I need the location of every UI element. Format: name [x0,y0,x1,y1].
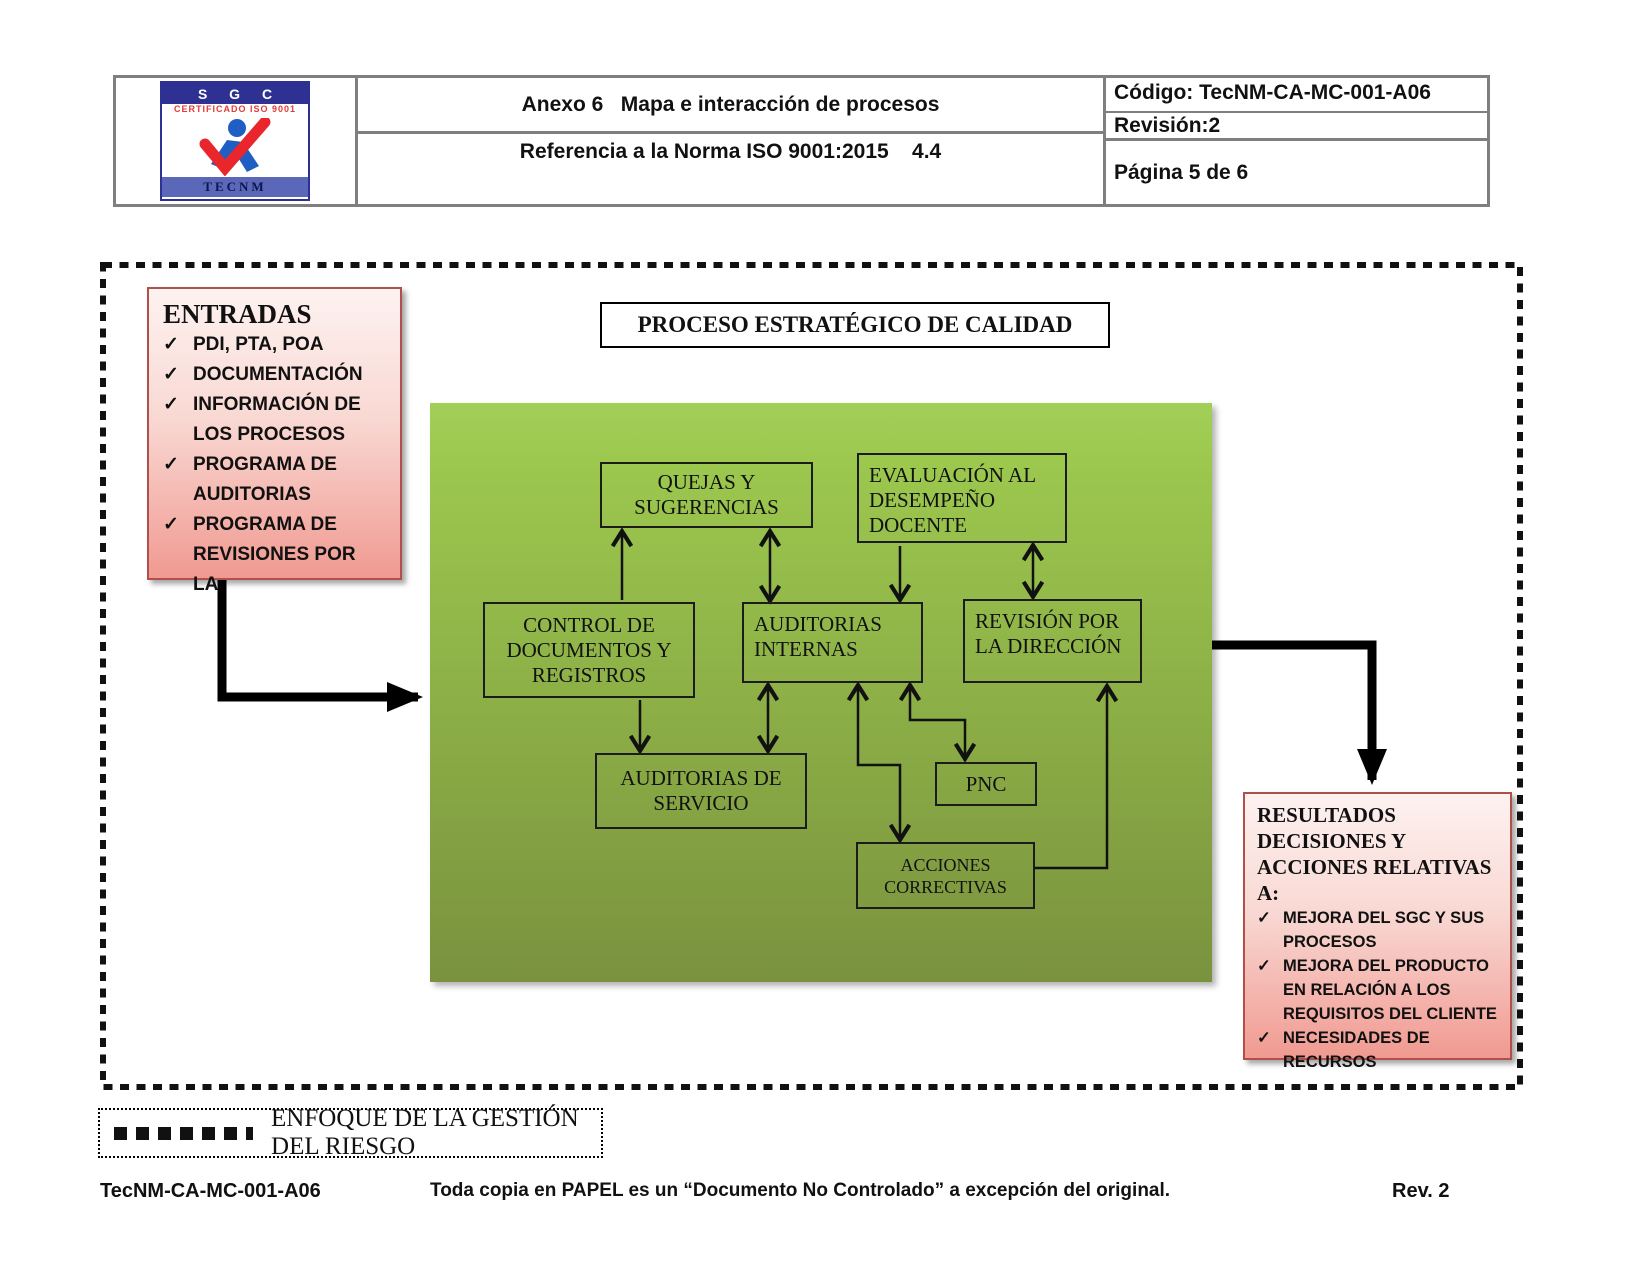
process-box-auditorias-internas: AUDITORIAS INTERNAS [742,602,923,683]
process-box-revision-direccion: REVISIÓN POR LA DIRECCIÓN [963,599,1142,683]
check-icon: ✓ [163,364,179,385]
entradas-item-label: INFORMACIÓN DE LOS PROCESOS [193,394,361,445]
dashed-line-sample-icon [114,1127,253,1140]
check-icon: ✓ [163,454,179,475]
header-code-cell [1103,78,1487,113]
document-title: Anexo 6 Mapa e interacción de procesos [521,92,940,116]
check-icon: ✓ [163,514,179,535]
process-box-pnc: PNC [935,762,1037,806]
legend-box [98,1105,603,1160]
process-box-quejas: QUEJAS Y SUGERENCIAS [600,462,813,528]
entradas-item [163,510,386,600]
header-page-cell [1103,141,1487,204]
resultados-item-label: MEJORA DEL SGC Y SUS PROCESOS [1283,909,1485,951]
header-table [113,75,1490,207]
resultados-item-label: MEJORA DEL PRODUCTO EN RELACIÓN A LOS REQUISITOS DEL CLIENTE [1283,957,1497,1023]
entradas-item-label: DOCUMENTACIÓN [193,364,363,385]
process-box-control: CONTROL DE DOCUMENTOS Y REGISTROS [483,602,695,698]
entradas-item [163,360,386,390]
process-title: PROCESO ESTRATÉGICO DE CALIDAD [637,312,1073,337]
process-box-auditorias-servicio: AUDITORIAS DE SERVICIO [595,753,807,829]
arrow-panel-to-resultados [1212,645,1372,780]
resultados-box [1243,792,1512,1071]
logo-tecnm-label: TECNM [162,177,308,197]
entradas-item-label: PDI, PTA, POA [193,334,324,355]
entradas-item-label: PROGRAMA DE REVISIONES POR LA [193,514,356,595]
header-title-cell [358,78,1103,134]
sgc-tecnm-logo [160,81,310,201]
legend-label: ENFOQUE DE LA GESTIÓN DEL RIESGO [271,1105,579,1160]
entradas-item [163,330,386,360]
footer-code: TecNM-CA-MC-001-A06 [100,1180,321,1202]
header-revision-cell [1103,113,1487,141]
resultados-item [1257,906,1498,954]
entradas-item [163,390,386,450]
footer-revision: Rev. 2 [1392,1180,1450,1202]
resultados-title: RESULTADOS DECISIONES Y ACCIONES RELATIVAS A: [1257,803,1492,905]
entradas-box [147,287,402,595]
process-box-evaluacion: EVALUACIÓN AL DESEMPEÑO DOCENTE [857,453,1067,543]
logo-certificado-label: CERTIFICADO ISO 9001 [173,104,297,114]
process-box-acciones: ACCIONES CORRECTIVAS [856,842,1035,909]
norma-reference: Referencia a la Norma ISO 9001:2015 4.4 [519,140,942,163]
check-icon: ✓ [1257,1029,1271,1047]
resultados-item [1257,954,1498,1026]
header-reference-cell [358,134,1103,204]
process-title-box [600,302,1110,348]
logo-sgc-label: S G C [162,83,308,104]
person-checkmark-icon [162,117,308,177]
revision-number: Revisión:2 [1114,114,1221,137]
resultados-item [1257,1026,1498,1074]
check-icon: ✓ [163,394,179,415]
entradas-title: ENTRADAS [163,299,312,329]
check-icon: ✓ [1257,909,1271,927]
logo-cell [116,78,358,204]
footer [0,1180,1650,1210]
page-number: Página 5 de 6 [1114,160,1249,184]
check-icon: ✓ [163,334,179,355]
resultados-item-label: NECESIDADES DE RECURSOS [1283,1029,1430,1071]
entradas-item-label: PROGRAMA DE AUDITORIAS [193,454,337,505]
footer-notice: Toda copia en PAPEL es un “Documento No Controlado” a excepción del original. [430,1180,1171,1201]
entradas-item [163,450,386,510]
check-icon: ✓ [1257,957,1271,975]
document-code: Código: TecNM-CA-MC-001-A06 [1114,81,1431,104]
